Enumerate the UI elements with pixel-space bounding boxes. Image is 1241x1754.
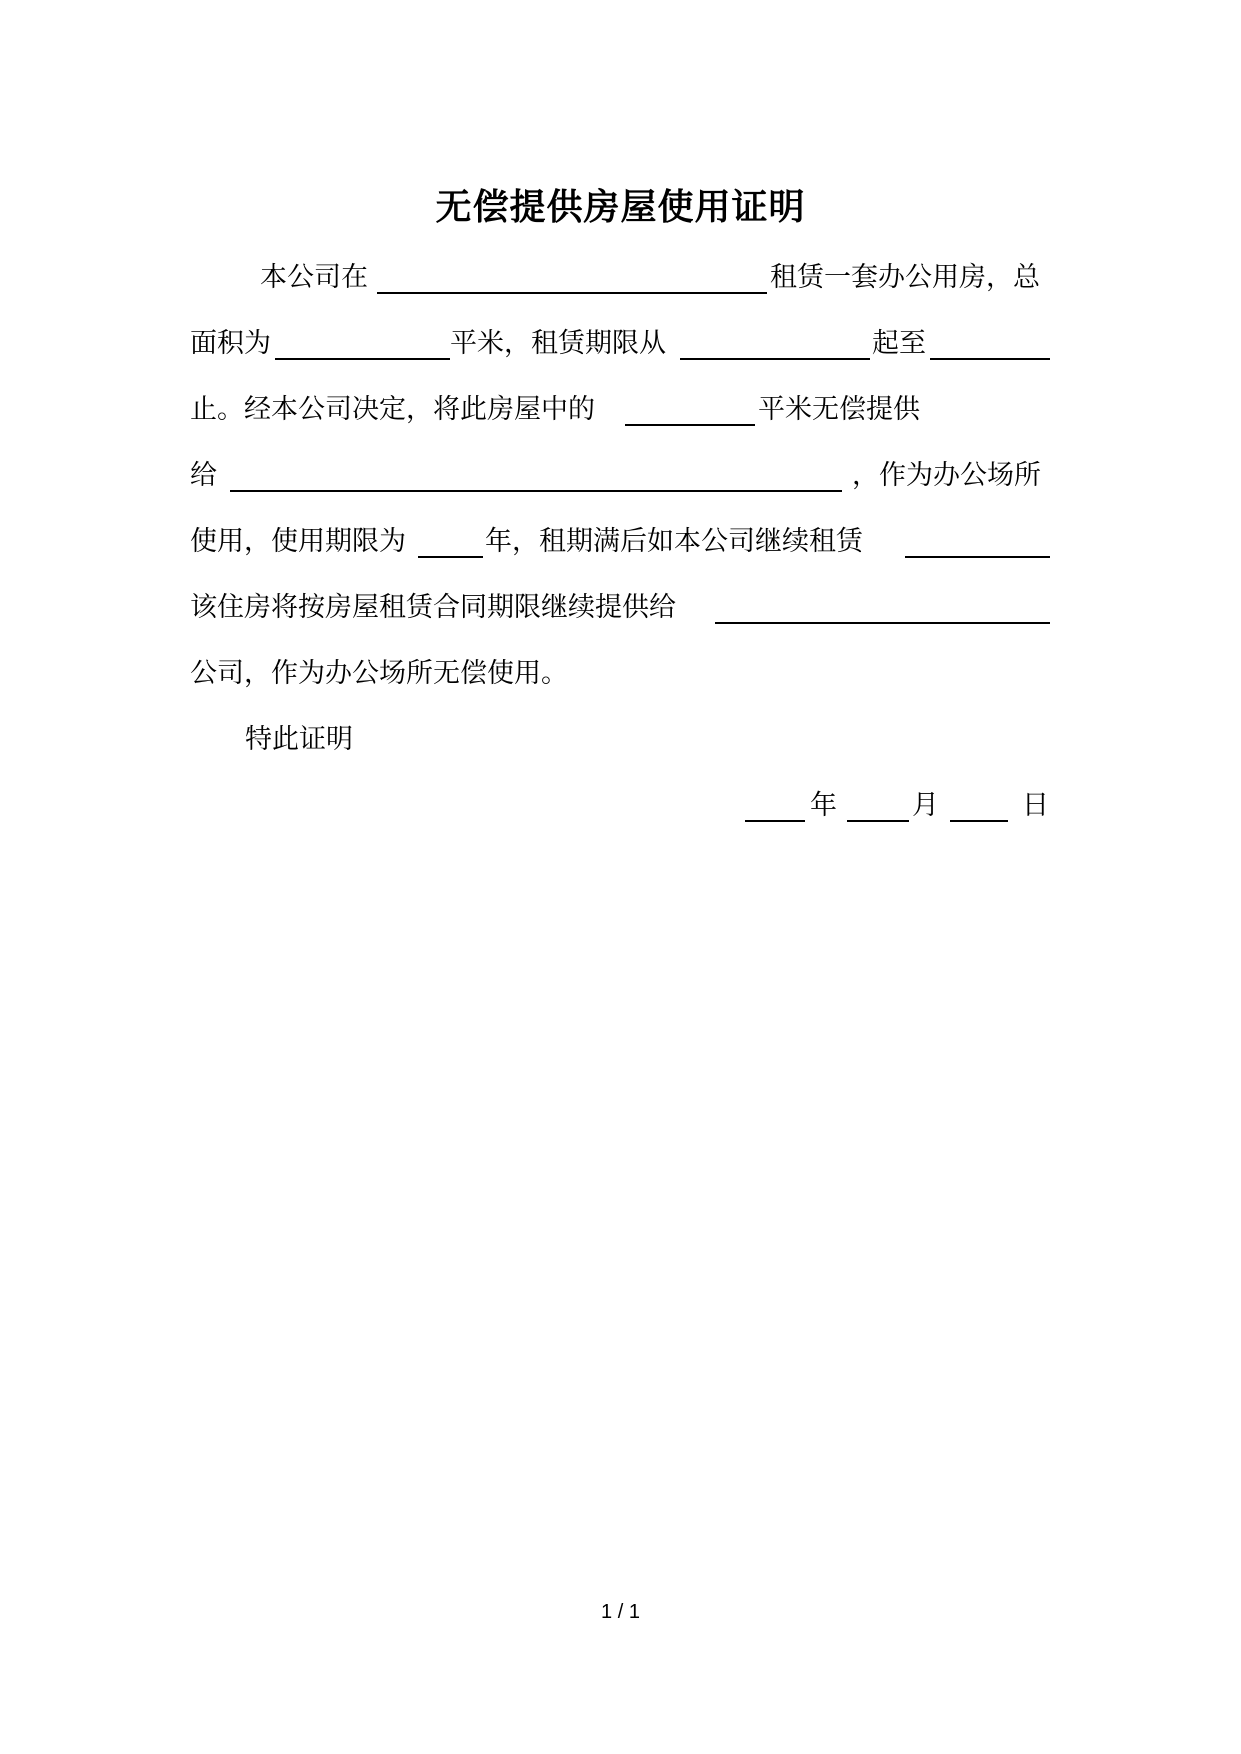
text-segment: 起至	[872, 328, 926, 359]
blank-year[interactable]	[745, 820, 805, 822]
blank-area[interactable]	[275, 358, 450, 360]
paragraph-line-5	[190, 522, 1050, 562]
text-segment: 公司，作为办公场所无偿使用。	[190, 658, 568, 689]
page-number: 1 / 1	[601, 1601, 640, 1623]
closing-label: 特此证明	[245, 724, 353, 755]
text-segment: 该住房将按房屋租赁合同期限继续提供给	[190, 592, 676, 623]
blank-recipient[interactable]	[230, 490, 842, 492]
paragraph-line-4	[190, 456, 1050, 496]
text-segment: 年，租期满后如本公司继续租赁	[485, 526, 863, 557]
blank-start-date[interactable]	[680, 358, 870, 360]
text-segment: ，作为办公场所	[852, 460, 1041, 491]
paragraph-line-2	[190, 324, 1050, 364]
blank-renewal[interactable]	[905, 556, 1050, 558]
text-segment: 本公司在	[260, 262, 368, 293]
text-segment: 租赁一套办公用房，总	[770, 262, 1040, 293]
blank-location[interactable]	[377, 292, 767, 294]
paragraph-line-3	[190, 390, 1050, 430]
date-line	[190, 786, 1050, 826]
blank-month[interactable]	[847, 820, 909, 822]
text-segment: 给	[190, 460, 217, 491]
text-segment: 平米，租赁期限从	[450, 328, 666, 359]
text-segment: 使用，使用期限为	[190, 526, 406, 557]
year-label: 年	[810, 790, 837, 821]
month-label: 月	[912, 790, 939, 821]
text-segment: 平米无偿提供	[758, 394, 920, 425]
blank-years[interactable]	[418, 556, 483, 558]
paragraph-line-1	[190, 258, 1050, 298]
day-label: 日	[1022, 790, 1049, 821]
paragraph-line-7	[190, 654, 1050, 694]
text-segment: 面积为	[190, 328, 271, 359]
closing-text	[190, 720, 1050, 760]
blank-company[interactable]	[715, 622, 1050, 624]
blank-end-date[interactable]	[930, 358, 1050, 360]
text-segment: 止。经本公司决定，将此房屋中的	[190, 394, 595, 425]
page-title: 无偿提供房屋使用证明	[435, 187, 806, 228]
blank-free-area[interactable]	[625, 424, 755, 426]
paragraph-line-6	[190, 588, 1050, 628]
blank-day[interactable]	[950, 820, 1008, 822]
